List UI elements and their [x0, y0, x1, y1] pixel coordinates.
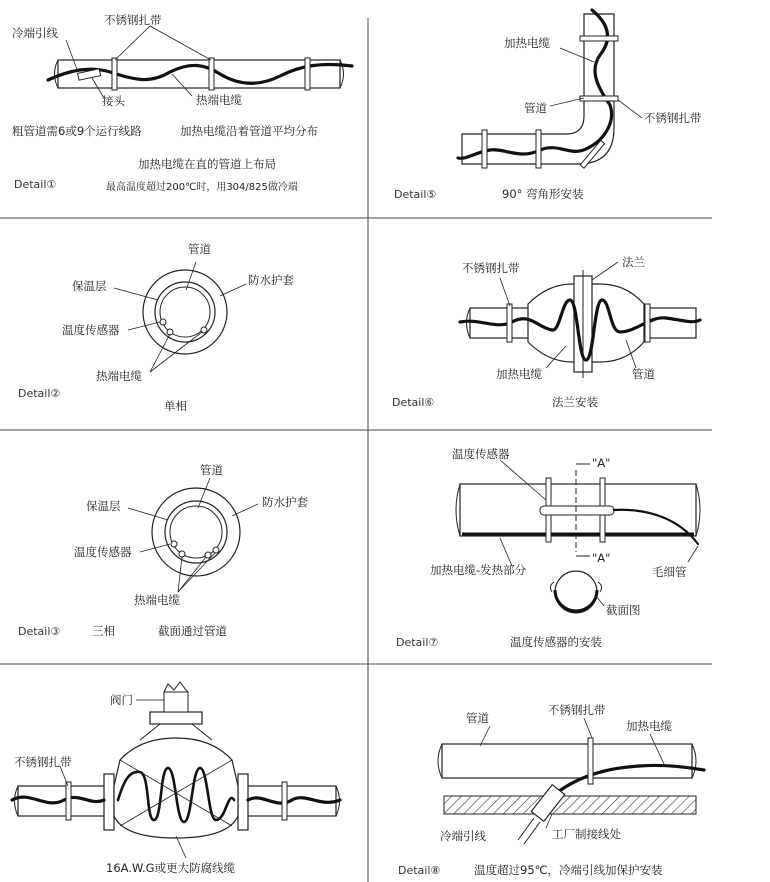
d3-sensor-dot — [171, 541, 177, 547]
d4-valve-drawing — [12, 682, 340, 858]
d2-title: 单相 — [164, 399, 187, 413]
d4-flange-left — [104, 774, 114, 830]
ss-band-3 — [305, 58, 310, 90]
d2-pipe-label: 管道 — [188, 242, 211, 256]
d2-sensor-label: 温度传感器 — [62, 323, 120, 337]
d7-sensor-bulb — [540, 506, 614, 515]
d5-band-top — [580, 36, 618, 41]
d1-tag: Detail① — [14, 178, 57, 191]
d4-band-left — [66, 782, 71, 820]
d1-note-small: 最高温度超过200℃时，用304/825做冷端 — [106, 182, 298, 193]
d4-flange-right — [238, 774, 248, 830]
detail-4-panel — [12, 682, 340, 875]
d4-valve-stem — [164, 692, 188, 712]
straight-pipe-drawing — [48, 26, 352, 98]
d2-cross-section-drawing — [114, 262, 246, 372]
detail-2-panel — [18, 242, 294, 413]
d3-cable-dot-1 — [179, 551, 185, 557]
detail-8-panel — [398, 703, 704, 877]
d5-heating-cable-label: 加热电缆 — [504, 36, 550, 50]
d4-ss-band-label: 不锈钢扎带 — [14, 755, 72, 769]
d2-insulation-label: 保温层 — [72, 279, 107, 293]
d3-tag: Detail③ — [18, 625, 61, 638]
d8-pipe-body — [442, 744, 692, 778]
d7-section-view-label: 截面图 — [606, 603, 641, 617]
d3-title-section: 截面通过管道 — [158, 624, 227, 638]
d3-cable-dot-3 — [213, 547, 219, 553]
d7-heating-part-label: 加热电缆-发热部分 — [430, 563, 527, 577]
d3-waterproof-label: 防水护套 — [262, 495, 308, 509]
d4-valve-label: 阀门 — [110, 693, 133, 707]
d5-ss-band-label: 不锈钢扎带 — [644, 111, 702, 125]
d3-cross-section-drawing — [128, 478, 258, 592]
d3-sensor-label: 温度传感器 — [74, 545, 132, 559]
d7-sensor-drawing — [456, 460, 700, 613]
d8-ss-band-label: 不锈钢扎带 — [548, 703, 606, 717]
d6-flange-drawing — [460, 262, 700, 378]
d8-ground-hatch — [444, 796, 696, 814]
d8-tag: Detail⑧ — [398, 864, 441, 877]
d1-note-right: 加热电缆沿着管道平均分布 — [180, 124, 318, 138]
d1-cold-lead-label: 冷端引线 — [12, 26, 58, 40]
d2-tag: Detail② — [18, 387, 61, 400]
d8-cold-lead-label: 冷端引线 — [440, 829, 486, 843]
ss-band-1 — [112, 58, 117, 90]
d2-waterproof-label: 防水护套 — [248, 273, 294, 287]
d1-title: 加热电缆在直的管道上布局 — [138, 157, 276, 171]
d3-pipe-label: 管道 — [200, 463, 223, 477]
detail-7-panel — [396, 447, 700, 649]
d1-joint-label: 接头 — [102, 94, 125, 108]
d8-pipe-label: 管道 — [466, 711, 489, 725]
d8-title: 温度超过95℃，冷端引线加保护安装 — [474, 863, 663, 877]
d5-title: 90° 弯角形安装 — [502, 187, 584, 201]
d4-band-right — [282, 782, 287, 820]
d6-heating-cable-label: 加热电缆 — [496, 367, 542, 381]
d5-pipe-label: 管道 — [524, 101, 547, 115]
d3-heating-cable-label: 热端电缆 — [134, 593, 180, 607]
d6-title: 法兰安装 — [552, 395, 598, 409]
d6-tag: Detail⑥ — [392, 396, 435, 409]
detail-5-panel — [394, 10, 702, 201]
d8-band — [588, 738, 593, 784]
d8-factory-joint-label: 工厂制接线处 — [552, 827, 621, 841]
d4-valve-bonnet — [150, 712, 202, 724]
d1-note-left: 粗管道需6或9个运行线路 — [12, 124, 142, 138]
d2-heating-cable-label: 热端电缆 — [96, 369, 142, 383]
d5-band-end — [482, 130, 487, 168]
d7-title: 温度传感器的安装 — [510, 635, 602, 649]
d2-sensor-dot — [160, 319, 166, 325]
d6-band-right — [645, 304, 650, 342]
d6-band-left — [507, 304, 512, 342]
d6-ss-band-label: 不锈钢扎带 — [462, 261, 520, 275]
d7-capillary-label: 毛细管 — [652, 565, 687, 579]
d1-ss-band-label: 不锈钢扎带 — [104, 13, 162, 27]
detail-6-panel — [392, 255, 700, 409]
elbow-pipe-drawing — [458, 10, 642, 168]
d1-heating-cable-label: 热端电缆 — [196, 93, 242, 107]
d6-flange-label: 法兰 — [622, 255, 645, 269]
d8-cold-lead-drawing — [438, 718, 704, 844]
d5-band-mid — [580, 96, 618, 101]
d5-tag: Detail⑤ — [394, 188, 437, 201]
ss-band-2 — [209, 58, 214, 90]
d3-title-phase: 三相 — [92, 624, 115, 638]
d7-a-bottom-label: "A" — [592, 551, 611, 565]
d3-insulation-label: 保温层 — [86, 499, 121, 513]
d7-tag: Detail⑦ — [396, 636, 439, 649]
detail-3-panel — [18, 463, 308, 638]
d7-a-top-label: "A" — [592, 456, 611, 470]
detail-1-panel — [12, 13, 352, 193]
d8-heating-cable-label: 加热电缆 — [626, 719, 672, 733]
d6-pipe-label: 管道 — [632, 367, 655, 381]
d7-sensor-label: 温度传感器 — [452, 447, 510, 461]
d5-band-horizontal — [536, 130, 541, 168]
d4-wire-label: 16A.W.G或更大防腐线缆 — [106, 861, 236, 875]
